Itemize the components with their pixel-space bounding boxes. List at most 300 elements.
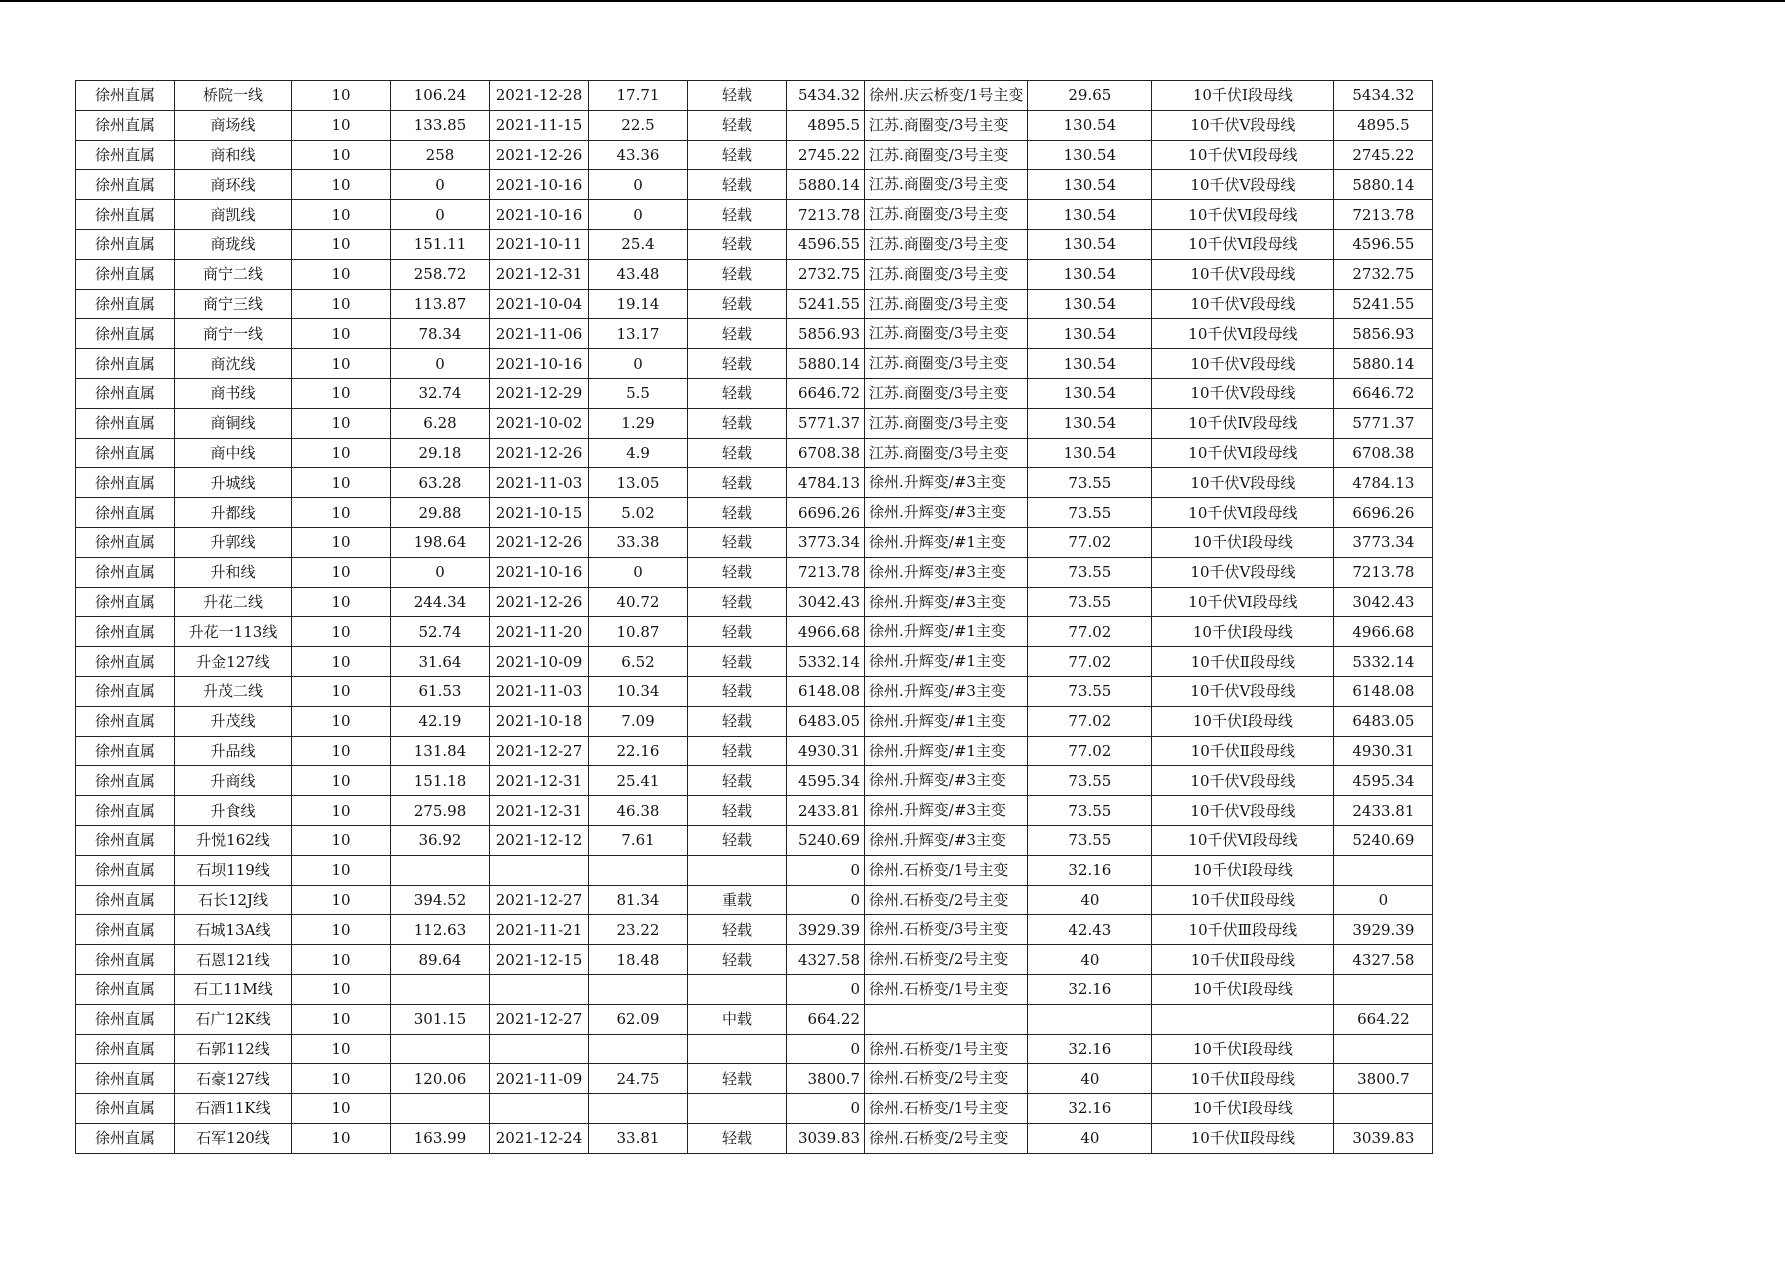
cell-unit: 徐州直属 xyxy=(76,468,175,498)
cell-load-rate: 25.41 xyxy=(589,766,688,796)
cell-transformer-load: 40 xyxy=(1028,885,1152,915)
cell-busbar: 10千伏Ⅴ段母线 xyxy=(1152,170,1334,200)
cell-transformer-load xyxy=(1028,1004,1152,1034)
cell-current-value: 29.88 xyxy=(391,498,490,528)
table-row xyxy=(76,855,1433,885)
cell-capacity: 5856.93 xyxy=(787,319,865,349)
cell-load-rate: 5.02 xyxy=(589,498,688,528)
table-row xyxy=(76,498,1433,528)
cell-available-capacity: 6646.72 xyxy=(1334,378,1433,408)
cell-busbar: 10千伏Ⅵ段母线 xyxy=(1152,587,1334,617)
cell-substation-transformer: 徐州.升辉变/#1主变 xyxy=(865,617,1028,647)
cell-substation-transformer: 徐州.庆云桥变/1号主变 xyxy=(865,81,1028,111)
cell-unit: 徐州直属 xyxy=(76,796,175,826)
cell-busbar: 10千伏Ⅰ段母线 xyxy=(1152,855,1334,885)
cell-load-status: 轻载 xyxy=(688,319,787,349)
cell-line-name: 石酒11K线 xyxy=(175,1094,292,1124)
cell-substation-transformer: 江苏.商圈变/3号主变 xyxy=(865,140,1028,170)
table-row xyxy=(76,527,1433,557)
cell-busbar: 10千伏Ⅲ段母线 xyxy=(1152,915,1334,945)
cell-line-name: 商珑线 xyxy=(175,229,292,259)
cell-busbar: 10千伏Ⅴ段母线 xyxy=(1152,259,1334,289)
cell-busbar: 10千伏Ⅴ段母线 xyxy=(1152,289,1334,319)
table-row xyxy=(76,1064,1433,1094)
cell-available-capacity: 2732.75 xyxy=(1334,259,1433,289)
cell-date: 2021-12-26 xyxy=(490,140,589,170)
cell-substation-transformer: 徐州.升辉变/#3主变 xyxy=(865,468,1028,498)
cell-voltage: 10 xyxy=(292,289,391,319)
cell-load-rate: 33.38 xyxy=(589,527,688,557)
cell-voltage: 10 xyxy=(292,855,391,885)
cell-transformer-load: 73.55 xyxy=(1028,498,1152,528)
cell-unit: 徐州直属 xyxy=(76,498,175,528)
cell-load-status: 轻载 xyxy=(688,229,787,259)
cell-date: 2021-11-09 xyxy=(490,1064,589,1094)
cell-transformer-load: 73.55 xyxy=(1028,557,1152,587)
cell-current-value: 198.64 xyxy=(391,527,490,557)
cell-load-rate: 24.75 xyxy=(589,1064,688,1094)
cell-load-rate: 33.81 xyxy=(589,1123,688,1153)
cell-current-value: 258 xyxy=(391,140,490,170)
cell-busbar: 10千伏Ⅴ段母线 xyxy=(1152,468,1334,498)
cell-date: 2021-10-09 xyxy=(490,647,589,677)
cell-load-rate: 1.29 xyxy=(589,408,688,438)
cell-current-value: 32.74 xyxy=(391,378,490,408)
cell-current-value: 301.15 xyxy=(391,1004,490,1034)
cell-voltage: 10 xyxy=(292,319,391,349)
cell-capacity: 4966.68 xyxy=(787,617,865,647)
table-row xyxy=(76,468,1433,498)
cell-voltage: 10 xyxy=(292,825,391,855)
cell-load-status: 轻载 xyxy=(688,1064,787,1094)
cell-busbar: 10千伏Ⅵ段母线 xyxy=(1152,200,1334,230)
cell-load-rate: 0 xyxy=(589,170,688,200)
cell-substation-transformer: 徐州.石桥变/1号主变 xyxy=(865,1094,1028,1124)
cell-load-rate: 0 xyxy=(589,557,688,587)
cell-unit: 徐州直属 xyxy=(76,885,175,915)
table-row xyxy=(76,825,1433,855)
cell-line-name: 商环线 xyxy=(175,170,292,200)
table-row xyxy=(76,617,1433,647)
cell-load-status xyxy=(688,974,787,1004)
cell-transformer-load: 32.16 xyxy=(1028,1034,1152,1064)
cell-substation-transformer: 徐州.石桥变/1号主变 xyxy=(865,1034,1028,1064)
cell-current-value: 0 xyxy=(391,349,490,379)
cell-load-rate: 10.34 xyxy=(589,676,688,706)
cell-load-status: 轻载 xyxy=(688,766,787,796)
cell-load-rate: 25.4 xyxy=(589,229,688,259)
cell-load-rate xyxy=(589,1094,688,1124)
cell-date: 2021-11-15 xyxy=(490,110,589,140)
cell-current-value: 0 xyxy=(391,170,490,200)
cell-capacity: 0 xyxy=(787,1034,865,1064)
cell-unit: 徐州直属 xyxy=(76,1094,175,1124)
cell-unit: 徐州直属 xyxy=(76,289,175,319)
cell-available-capacity: 3039.83 xyxy=(1334,1123,1433,1153)
cell-substation-transformer: 徐州.石桥变/2号主变 xyxy=(865,1064,1028,1094)
cell-line-name: 升花一113线 xyxy=(175,617,292,647)
cell-load-status: 轻载 xyxy=(688,349,787,379)
cell-date: 2021-12-26 xyxy=(490,587,589,617)
cell-capacity: 5332.14 xyxy=(787,647,865,677)
cell-unit: 徐州直属 xyxy=(76,349,175,379)
cell-available-capacity: 5332.14 xyxy=(1334,647,1433,677)
cell-date: 2021-10-18 xyxy=(490,706,589,736)
cell-capacity: 5880.14 xyxy=(787,170,865,200)
cell-line-name: 升郭线 xyxy=(175,527,292,557)
cell-line-name: 商宁一线 xyxy=(175,319,292,349)
table-row xyxy=(76,438,1433,468)
cell-voltage: 10 xyxy=(292,229,391,259)
cell-current-value: 151.18 xyxy=(391,766,490,796)
cell-substation-transformer: 徐州.升辉变/#3主变 xyxy=(865,825,1028,855)
cell-unit: 徐州直属 xyxy=(76,438,175,468)
cell-line-name: 石广12K线 xyxy=(175,1004,292,1034)
cell-transformer-load: 32.16 xyxy=(1028,1094,1152,1124)
cell-line-name: 升花二线 xyxy=(175,587,292,617)
cell-transformer-load: 73.55 xyxy=(1028,825,1152,855)
cell-line-name: 商场线 xyxy=(175,110,292,140)
cell-voltage: 10 xyxy=(292,1034,391,1064)
cell-line-name: 商书线 xyxy=(175,378,292,408)
cell-busbar: 10千伏Ⅰ段母线 xyxy=(1152,1094,1334,1124)
cell-current-value xyxy=(391,974,490,1004)
cell-capacity: 6696.26 xyxy=(787,498,865,528)
cell-date: 2021-12-26 xyxy=(490,438,589,468)
cell-date: 2021-12-15 xyxy=(490,945,589,975)
cell-line-name: 石豪127线 xyxy=(175,1064,292,1094)
cell-capacity: 5240.69 xyxy=(787,825,865,855)
cell-busbar xyxy=(1152,1004,1334,1034)
cell-substation-transformer: 徐州.石桥变/2号主变 xyxy=(865,1123,1028,1153)
cell-busbar: 10千伏Ⅵ段母线 xyxy=(1152,498,1334,528)
cell-voltage: 10 xyxy=(292,676,391,706)
cell-capacity: 5434.32 xyxy=(787,81,865,111)
cell-line-name: 石工11M线 xyxy=(175,974,292,1004)
cell-load-status: 轻载 xyxy=(688,110,787,140)
cell-transformer-load: 40 xyxy=(1028,1064,1152,1094)
cell-line-name: 商沈线 xyxy=(175,349,292,379)
cell-substation-transformer: 徐州.升辉变/#3主变 xyxy=(865,587,1028,617)
cell-voltage: 10 xyxy=(292,259,391,289)
cell-line-name: 升商线 xyxy=(175,766,292,796)
cell-line-name: 石恩121线 xyxy=(175,945,292,975)
cell-load-status: 轻载 xyxy=(688,617,787,647)
cell-capacity: 6148.08 xyxy=(787,676,865,706)
cell-load-rate: 4.9 xyxy=(589,438,688,468)
cell-busbar: 10千伏Ⅴ段母线 xyxy=(1152,766,1334,796)
cell-current-value: 52.74 xyxy=(391,617,490,647)
cell-line-name: 商宁二线 xyxy=(175,259,292,289)
cell-load-status: 轻载 xyxy=(688,170,787,200)
cell-substation-transformer: 徐州.升辉变/#3主变 xyxy=(865,498,1028,528)
cell-transformer-load: 32.16 xyxy=(1028,855,1152,885)
cell-unit: 徐州直属 xyxy=(76,825,175,855)
cell-line-name: 商和线 xyxy=(175,140,292,170)
table-row xyxy=(76,885,1433,915)
cell-substation-transformer: 徐州.石桥变/2号主变 xyxy=(865,885,1028,915)
cell-voltage: 10 xyxy=(292,587,391,617)
cell-voltage: 10 xyxy=(292,617,391,647)
cell-busbar: 10千伏Ⅰ段母线 xyxy=(1152,527,1334,557)
cell-busbar: 10千伏Ⅴ段母线 xyxy=(1152,110,1334,140)
cell-date: 2021-12-27 xyxy=(490,885,589,915)
cell-load-status: 轻载 xyxy=(688,736,787,766)
cell-voltage: 10 xyxy=(292,1064,391,1094)
cell-available-capacity: 5434.32 xyxy=(1334,81,1433,111)
cell-unit: 徐州直属 xyxy=(76,1123,175,1153)
cell-available-capacity xyxy=(1334,1094,1433,1124)
cell-capacity: 4596.55 xyxy=(787,229,865,259)
cell-busbar: 10千伏Ⅰ段母线 xyxy=(1152,706,1334,736)
cell-substation-transformer: 江苏.商圈变/3号主变 xyxy=(865,259,1028,289)
cell-current-value: 394.52 xyxy=(391,885,490,915)
cell-busbar: 10千伏Ⅵ段母线 xyxy=(1152,140,1334,170)
cell-substation-transformer: 江苏.商圈变/3号主变 xyxy=(865,289,1028,319)
cell-busbar: 10千伏Ⅵ段母线 xyxy=(1152,319,1334,349)
cell-capacity: 4595.34 xyxy=(787,766,865,796)
cell-line-name: 石坝119线 xyxy=(175,855,292,885)
cell-transformer-load: 40 xyxy=(1028,945,1152,975)
cell-busbar: 10千伏Ⅵ段母线 xyxy=(1152,229,1334,259)
table-row xyxy=(76,587,1433,617)
cell-voltage: 10 xyxy=(292,81,391,111)
cell-available-capacity: 5240.69 xyxy=(1334,825,1433,855)
cell-date: 2021-12-31 xyxy=(490,796,589,826)
cell-substation-transformer: 江苏.商圈变/3号主变 xyxy=(865,110,1028,140)
cell-line-name: 升茂二线 xyxy=(175,676,292,706)
cell-load-status: 中载 xyxy=(688,1004,787,1034)
table-row xyxy=(76,736,1433,766)
cell-current-value: 131.84 xyxy=(391,736,490,766)
table-row xyxy=(76,945,1433,975)
cell-date xyxy=(490,1094,589,1124)
cell-available-capacity: 4930.31 xyxy=(1334,736,1433,766)
cell-transformer-load: 130.54 xyxy=(1028,140,1152,170)
cell-busbar: 10千伏Ⅵ段母线 xyxy=(1152,825,1334,855)
cell-load-rate xyxy=(589,974,688,1004)
cell-unit: 徐州直属 xyxy=(76,170,175,200)
cell-current-value: 258.72 xyxy=(391,259,490,289)
cell-available-capacity: 5241.55 xyxy=(1334,289,1433,319)
cell-voltage: 10 xyxy=(292,915,391,945)
cell-capacity: 2745.22 xyxy=(787,140,865,170)
cell-load-rate: 46.38 xyxy=(589,796,688,826)
cell-date: 2021-12-27 xyxy=(490,736,589,766)
cell-current-value: 244.34 xyxy=(391,587,490,617)
cell-unit: 徐州直属 xyxy=(76,408,175,438)
cell-available-capacity xyxy=(1334,1034,1433,1064)
cell-busbar: 10千伏Ⅴ段母线 xyxy=(1152,557,1334,587)
cell-voltage: 10 xyxy=(292,498,391,528)
cell-voltage: 10 xyxy=(292,1094,391,1124)
cell-line-name: 升金127线 xyxy=(175,647,292,677)
cell-load-status: 轻载 xyxy=(688,945,787,975)
cell-transformer-load: 130.54 xyxy=(1028,349,1152,379)
cell-transformer-load: 77.02 xyxy=(1028,647,1152,677)
cell-date: 2021-12-26 xyxy=(490,527,589,557)
cell-busbar: 10千伏Ⅴ段母线 xyxy=(1152,378,1334,408)
cell-substation-transformer: 江苏.商圈变/3号主变 xyxy=(865,349,1028,379)
cell-transformer-load: 73.55 xyxy=(1028,587,1152,617)
cell-load-rate: 18.48 xyxy=(589,945,688,975)
cell-substation-transformer: 江苏.商圈变/3号主变 xyxy=(865,408,1028,438)
cell-load-status: 轻载 xyxy=(688,557,787,587)
cell-unit: 徐州直属 xyxy=(76,736,175,766)
cell-available-capacity: 6483.05 xyxy=(1334,706,1433,736)
cell-load-rate: 17.71 xyxy=(589,81,688,111)
table-row xyxy=(76,766,1433,796)
cell-load-rate: 6.52 xyxy=(589,647,688,677)
cell-unit: 徐州直属 xyxy=(76,259,175,289)
cell-transformer-load: 130.54 xyxy=(1028,229,1152,259)
cell-current-value: 151.11 xyxy=(391,229,490,259)
cell-current-value: 120.06 xyxy=(391,1064,490,1094)
table-row xyxy=(76,378,1433,408)
cell-substation-transformer: 江苏.商圈变/3号主变 xyxy=(865,378,1028,408)
cell-load-rate: 13.17 xyxy=(589,319,688,349)
cell-unit: 徐州直属 xyxy=(76,140,175,170)
cell-available-capacity: 5856.93 xyxy=(1334,319,1433,349)
cell-load-status: 轻载 xyxy=(688,259,787,289)
cell-capacity: 7213.78 xyxy=(787,200,865,230)
cell-load-status xyxy=(688,1094,787,1124)
cell-voltage: 10 xyxy=(292,140,391,170)
cell-line-name: 石军120线 xyxy=(175,1123,292,1153)
cell-voltage: 10 xyxy=(292,557,391,587)
cell-load-rate: 7.09 xyxy=(589,706,688,736)
cell-current-value: 89.64 xyxy=(391,945,490,975)
cell-transformer-load: 77.02 xyxy=(1028,736,1152,766)
cell-available-capacity: 4595.34 xyxy=(1334,766,1433,796)
table-row xyxy=(76,319,1433,349)
cell-substation-transformer: 江苏.商圈变/3号主变 xyxy=(865,319,1028,349)
cell-load-status xyxy=(688,1034,787,1064)
cell-date: 2021-11-06 xyxy=(490,319,589,349)
cell-substation-transformer: 徐州.石桥变/1号主变 xyxy=(865,974,1028,1004)
cell-substation-transformer: 徐州.升辉变/#3主变 xyxy=(865,557,1028,587)
cell-date: 2021-10-04 xyxy=(490,289,589,319)
cell-busbar: 10千伏Ⅳ段母线 xyxy=(1152,408,1334,438)
cell-line-name: 升品线 xyxy=(175,736,292,766)
cell-transformer-load: 130.54 xyxy=(1028,200,1152,230)
cell-load-status: 轻载 xyxy=(688,289,787,319)
cell-busbar: 10千伏Ⅱ段母线 xyxy=(1152,885,1334,915)
cell-transformer-load: 32.16 xyxy=(1028,974,1152,1004)
cell-load-status: 轻载 xyxy=(688,408,787,438)
cell-unit: 徐州直属 xyxy=(76,706,175,736)
cell-voltage: 10 xyxy=(292,110,391,140)
cell-voltage: 10 xyxy=(292,945,391,975)
cell-line-name: 桥院一线 xyxy=(175,81,292,111)
table-row xyxy=(76,408,1433,438)
cell-transformer-load: 73.55 xyxy=(1028,766,1152,796)
cell-line-name: 升都线 xyxy=(175,498,292,528)
cell-current-value: 112.63 xyxy=(391,915,490,945)
cell-substation-transformer: 徐州.升辉变/#1主变 xyxy=(865,736,1028,766)
cell-capacity: 4327.58 xyxy=(787,945,865,975)
cell-voltage: 10 xyxy=(292,527,391,557)
cell-capacity: 0 xyxy=(787,974,865,1004)
cell-available-capacity: 7213.78 xyxy=(1334,557,1433,587)
cell-unit: 徐州直属 xyxy=(76,200,175,230)
cell-unit: 徐州直属 xyxy=(76,647,175,677)
cell-transformer-load: 73.55 xyxy=(1028,676,1152,706)
cell-load-rate xyxy=(589,1034,688,1064)
table-row xyxy=(76,706,1433,736)
cell-capacity: 6646.72 xyxy=(787,378,865,408)
cell-voltage: 10 xyxy=(292,974,391,1004)
cell-load-status: 轻载 xyxy=(688,527,787,557)
cell-unit: 徐州直属 xyxy=(76,229,175,259)
cell-load-status: 重载 xyxy=(688,885,787,915)
cell-load-rate: 10.87 xyxy=(589,617,688,647)
cell-load-status: 轻载 xyxy=(688,825,787,855)
cell-unit: 徐州直属 xyxy=(76,527,175,557)
cell-voltage: 10 xyxy=(292,378,391,408)
cell-date: 2021-11-21 xyxy=(490,915,589,945)
cell-current-value xyxy=(391,855,490,885)
cell-unit: 徐州直属 xyxy=(76,676,175,706)
cell-transformer-load: 40 xyxy=(1028,1123,1152,1153)
cell-date xyxy=(490,974,589,1004)
cell-unit: 徐州直属 xyxy=(76,319,175,349)
cell-available-capacity: 664.22 xyxy=(1334,1004,1433,1034)
cell-substation-transformer: 江苏.商圈变/3号主变 xyxy=(865,229,1028,259)
table-row xyxy=(76,170,1433,200)
cell-load-status: 轻载 xyxy=(688,378,787,408)
cell-transformer-load: 73.55 xyxy=(1028,468,1152,498)
table-row xyxy=(76,289,1433,319)
cell-load-rate: 7.61 xyxy=(589,825,688,855)
cell-current-value: 36.92 xyxy=(391,825,490,855)
cell-date: 2021-12-24 xyxy=(490,1123,589,1153)
cell-transformer-load: 77.02 xyxy=(1028,617,1152,647)
table-row xyxy=(76,259,1433,289)
table-row xyxy=(76,110,1433,140)
cell-transformer-load: 130.54 xyxy=(1028,438,1152,468)
cell-date: 2021-11-20 xyxy=(490,617,589,647)
cell-available-capacity: 5771.37 xyxy=(1334,408,1433,438)
cell-available-capacity: 4895.5 xyxy=(1334,110,1433,140)
cell-transformer-load: 42.43 xyxy=(1028,915,1152,945)
cell-unit: 徐州直属 xyxy=(76,617,175,647)
cell-available-capacity: 3800.7 xyxy=(1334,1064,1433,1094)
cell-substation-transformer: 徐州.升辉变/#1主变 xyxy=(865,647,1028,677)
table-row xyxy=(76,1094,1433,1124)
cell-date: 2021-12-28 xyxy=(490,81,589,111)
cell-unit: 徐州直属 xyxy=(76,81,175,111)
cell-current-value: 29.18 xyxy=(391,438,490,468)
cell-current-value: 42.19 xyxy=(391,706,490,736)
cell-capacity: 0 xyxy=(787,1094,865,1124)
cell-available-capacity: 4596.55 xyxy=(1334,229,1433,259)
cell-load-status: 轻载 xyxy=(688,706,787,736)
cell-capacity: 5241.55 xyxy=(787,289,865,319)
cell-voltage: 10 xyxy=(292,408,391,438)
cell-line-name: 升食线 xyxy=(175,796,292,826)
cell-voltage: 10 xyxy=(292,706,391,736)
cell-available-capacity xyxy=(1334,974,1433,1004)
cell-voltage: 10 xyxy=(292,200,391,230)
cell-load-status: 轻载 xyxy=(688,200,787,230)
cell-available-capacity: 4784.13 xyxy=(1334,468,1433,498)
cell-unit: 徐州直属 xyxy=(76,557,175,587)
cell-date: 2021-12-31 xyxy=(490,259,589,289)
cell-load-status: 轻载 xyxy=(688,438,787,468)
cell-date: 2021-12-31 xyxy=(490,766,589,796)
cell-current-value: 113.87 xyxy=(391,289,490,319)
